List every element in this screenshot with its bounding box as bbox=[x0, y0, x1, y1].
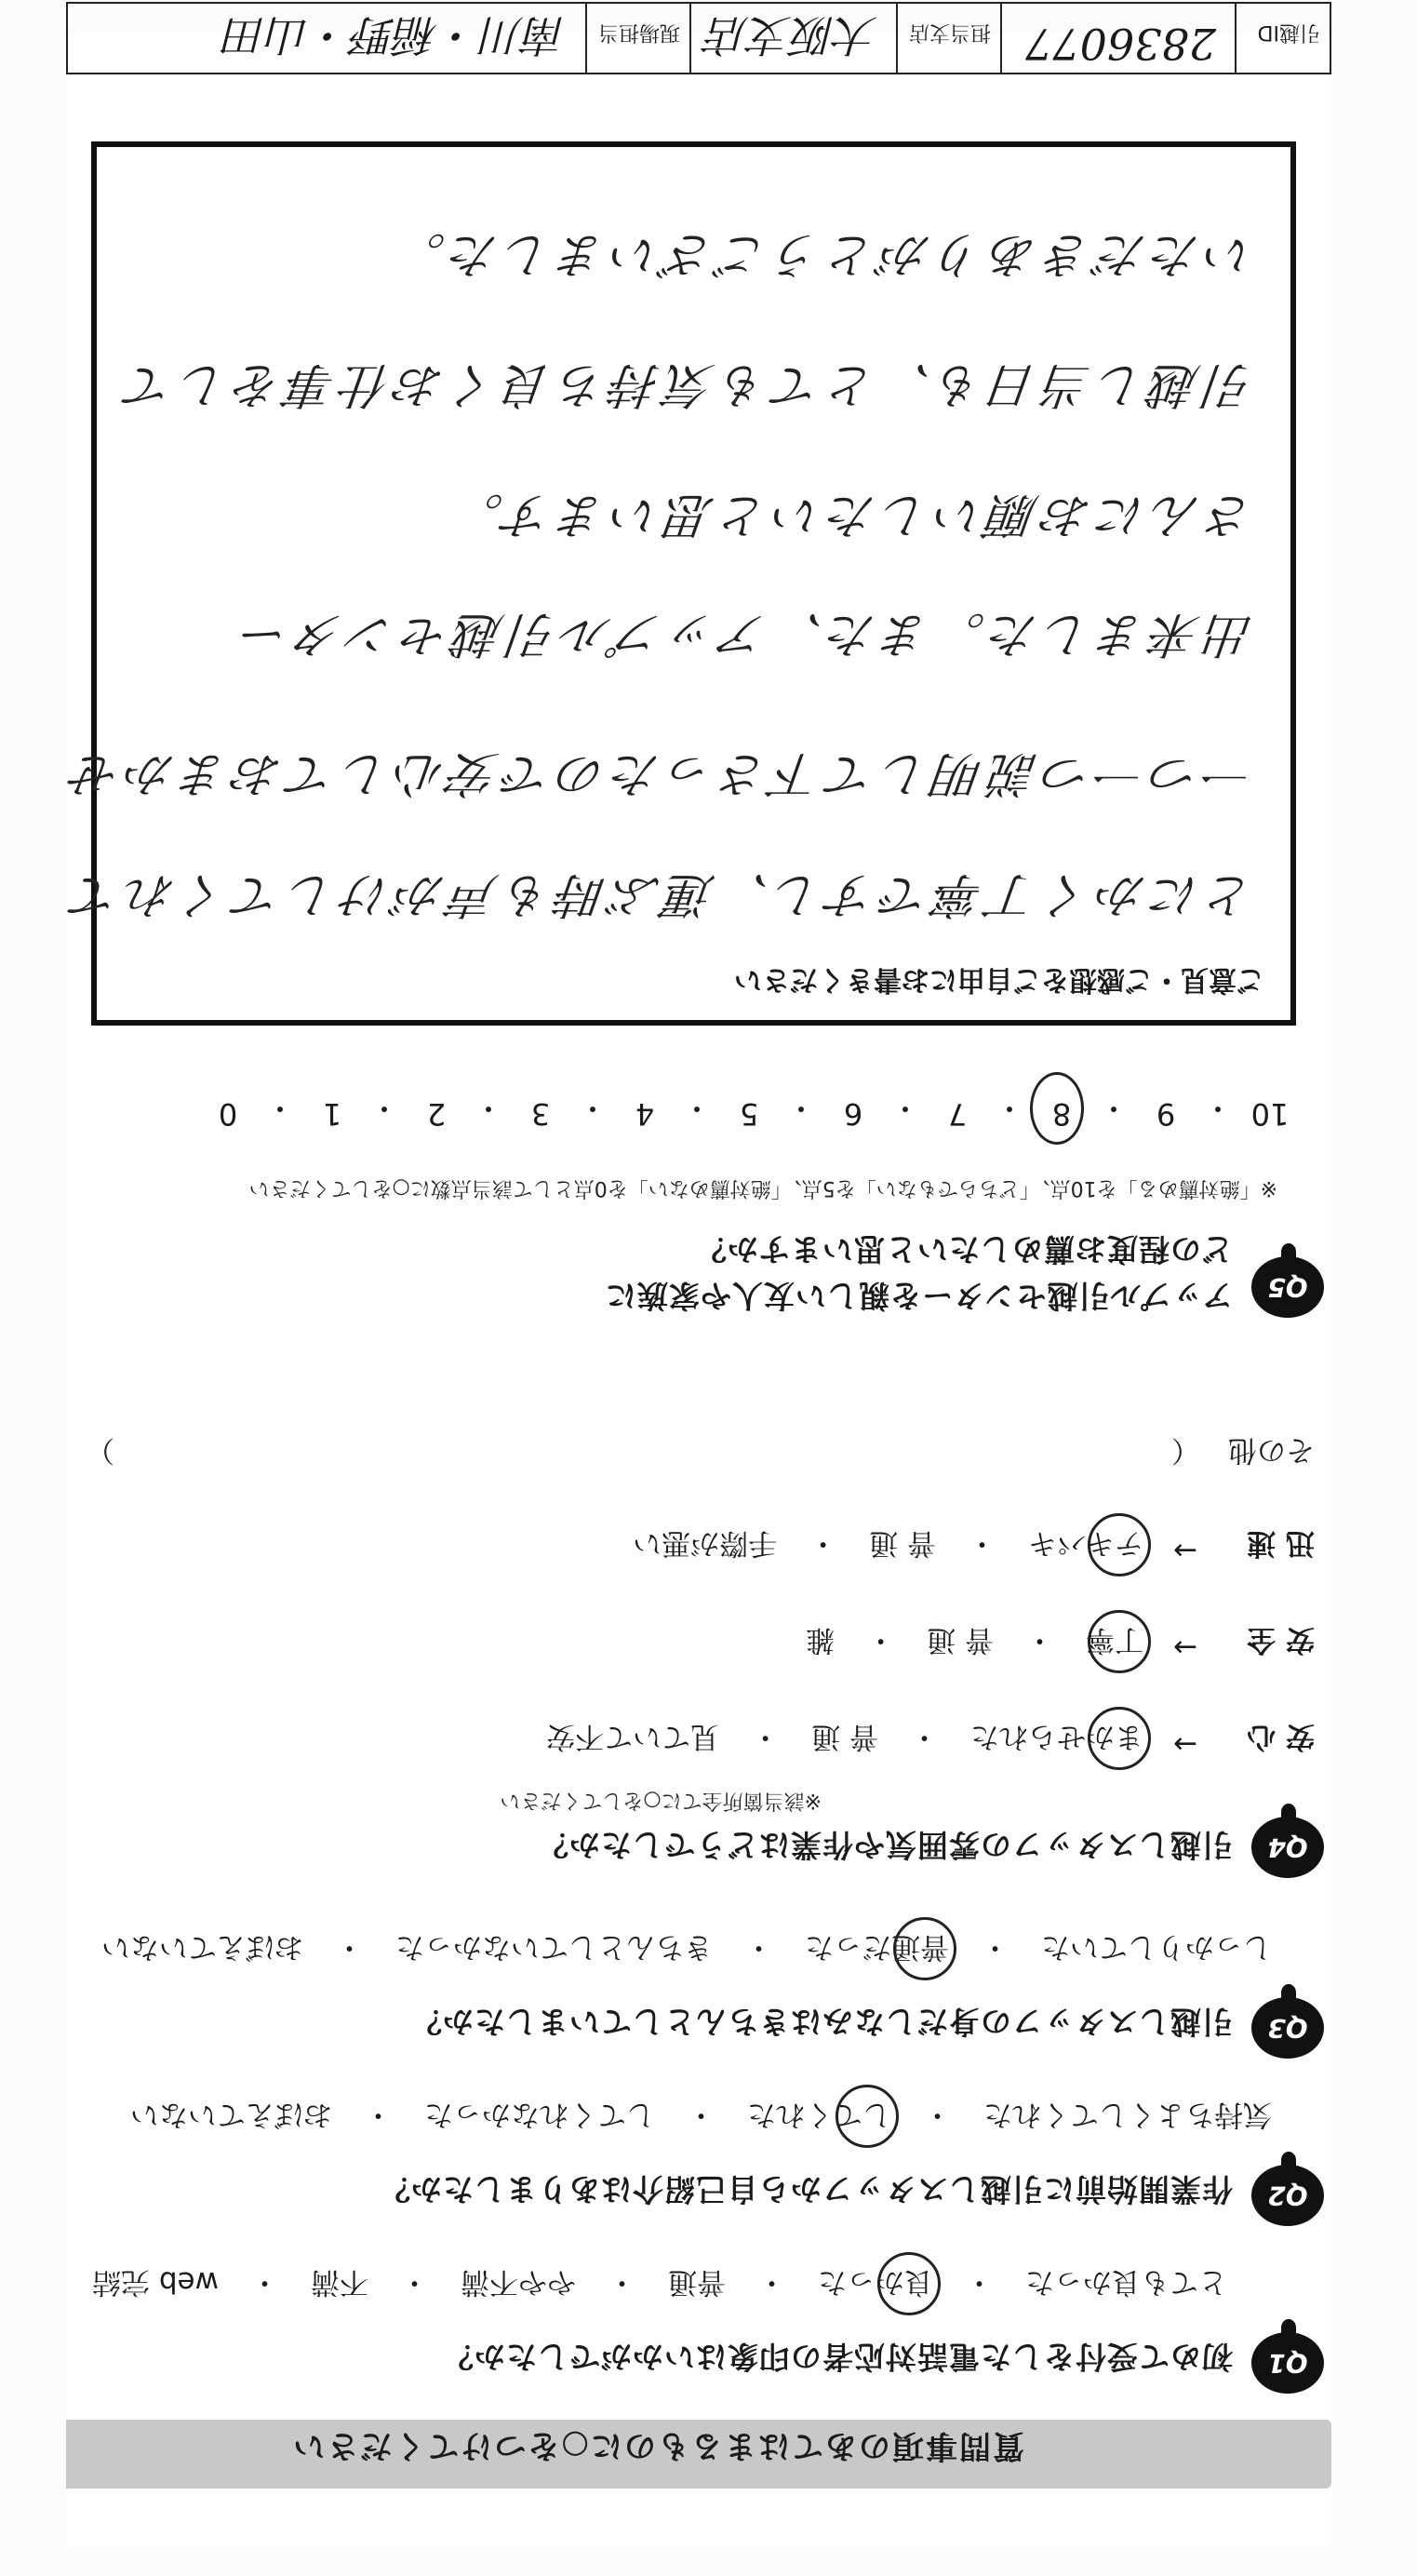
q2-option[interactable]: 気持ちよくしてくれた bbox=[983, 2098, 1272, 2131]
scale-option[interactable]: 3 bbox=[530, 1096, 551, 1132]
scale-option[interactable]: 5 bbox=[739, 1096, 759, 1132]
q4-question: 引越しスタッフの雰囲気や作業はどうでしたか？ bbox=[537, 1827, 1233, 1863]
q2-option[interactable]: おぼえていない bbox=[130, 2098, 332, 2131]
branch-value-cell bbox=[689, 4, 896, 73]
q1-options: とても良かった ・ 良かった ・ 普通 ・ やや不満 ・ 不満 ・ web 完結 bbox=[87, 2264, 1233, 2306]
staff-label: 現場担当 bbox=[597, 20, 680, 44]
q4-option[interactable]: 手際が悪い bbox=[633, 1526, 778, 1560]
q4-option-selected[interactable]: テキパキ bbox=[1023, 1525, 1149, 1567]
q5-note: ※「絶対薦める」を10点、「どちらでもない」を5点、「絶対薦めない」を0点として該当点数に○をしてください bbox=[248, 1176, 1277, 1200]
q4-option-selected[interactable]: まかせられた bbox=[965, 1719, 1149, 1761]
q2-option-selected[interactable]: してくれた bbox=[742, 2097, 897, 2139]
comment-line: いただきありがとうございました。 bbox=[387, 226, 1257, 282]
scale-option[interactable]: 9 bbox=[1156, 1096, 1176, 1132]
q5-question-line1: アップル引越センターを親しい友人や家族に bbox=[604, 1278, 1233, 1314]
q4-other: その他 （ bbox=[1171, 1432, 1315, 1474]
staff-label-cell bbox=[585, 4, 689, 73]
q4-option-selected[interactable]: 丁寧 bbox=[1080, 1622, 1149, 1664]
scale-option-selected[interactable]: 8 bbox=[1036, 1089, 1088, 1132]
scale-option[interactable]: 4 bbox=[635, 1096, 655, 1132]
move-id-label: 引越ID bbox=[1257, 20, 1320, 44]
q3-options: しっかりしていた ・ 普通だった ・ きちんとしていなかった ・ おぼえていない bbox=[96, 1929, 1277, 1971]
q4-row-jinsoku: 迅 速 → テキパキ ・ 普 通 ・ 手際が悪い bbox=[627, 1525, 1315, 1567]
q3-option[interactable]: しっかりしていた bbox=[1041, 1930, 1272, 1964]
move-id-value-cell bbox=[1000, 4, 1235, 73]
scale-option[interactable]: 7 bbox=[947, 1096, 968, 1132]
q1-option[interactable]: とても良かった bbox=[1025, 2265, 1227, 2299]
q2-option[interactable]: してくれなかった bbox=[424, 2098, 655, 2131]
comment-box[interactable] bbox=[63, 141, 1296, 1026]
q5-question-line2: どの程度お薦めしたいと思いますか？ bbox=[695, 1231, 1233, 1268]
staff-value: 南川・稲野・山田 bbox=[224, 10, 567, 60]
q5-badge: Q5 bbox=[1251, 1256, 1324, 1318]
q2-question: 作業開始前に引越しスタッフから自己紹介はありましたか？ bbox=[379, 2171, 1233, 2207]
q2-options: 気持ちよくしてくれた ・ してくれた ・ してくれなかった ・ おぼえていない bbox=[125, 2097, 1277, 2139]
scale-option[interactable]: 6 bbox=[843, 1096, 863, 1132]
q4-option[interactable]: 普 通 bbox=[869, 1526, 937, 1560]
comment-line: 引越し当日も、とても気持ち良くお仕事をして bbox=[117, 356, 1257, 412]
q4-row-anzen: 安 全 → 丁寧 ・ 普 通 ・ 雑 bbox=[800, 1622, 1315, 1664]
comment-title: ご意見・ご感想をご自由にお書きください bbox=[734, 963, 1264, 996]
q4-other-close-paren: ） bbox=[86, 1433, 114, 1467]
q1-option[interactable]: やや不満 bbox=[461, 2265, 576, 2299]
branch-label: 担当支店 bbox=[908, 20, 991, 44]
q5-scale: 10 ・ 9 ・ 8 ・ 7 ・ 6 ・ 5 ・ 4 ・ 3 ・ 2 ・ 1 ・ 0 bbox=[202, 1089, 1296, 1132]
scale-option[interactable]: 10 bbox=[1250, 1096, 1290, 1132]
q4-row-label: 迅 速 bbox=[1247, 1526, 1315, 1560]
q3-option-selected[interactable]: 普通だった bbox=[799, 1929, 955, 1971]
q1-option[interactable]: web 完結 bbox=[92, 2265, 219, 2299]
move-info-table bbox=[66, 2, 1331, 74]
q2-badge: Q2 bbox=[1251, 2165, 1324, 2226]
arrow-right-icon: → bbox=[1173, 1534, 1197, 1567]
comment-line: 出来ました。また、アップル引越センター bbox=[233, 606, 1257, 662]
q4-row-label: 安 心 bbox=[1247, 1720, 1315, 1753]
branch-label-cell bbox=[896, 4, 1000, 73]
q4-option[interactable]: 見ていて不安 bbox=[546, 1720, 720, 1753]
q1-option[interactable]: 不満 bbox=[311, 2265, 368, 2299]
scale-option[interactable]: 2 bbox=[426, 1096, 447, 1132]
arrow-right-icon: → bbox=[1173, 1727, 1197, 1761]
q4-option[interactable]: 普 通 bbox=[927, 1623, 995, 1657]
q3-option[interactable]: きちんとしていなかった bbox=[395, 1930, 713, 1964]
q4-badge: Q4 bbox=[1251, 1817, 1324, 1878]
branch-value: 大阪支店 bbox=[706, 10, 877, 60]
move-id-value: 2836077 bbox=[1025, 19, 1216, 69]
q4-option[interactable]: 普 通 bbox=[811, 1720, 879, 1753]
move-id-label-cell bbox=[1235, 4, 1330, 73]
q1-option-selected[interactable]: 良かった bbox=[812, 2264, 939, 2306]
comment-line: さんにお願いしたいと思います。 bbox=[445, 487, 1257, 543]
q4-row-anshin: 安 心 → まかせられた ・ 普 通 ・ 見ていて不安 bbox=[541, 1719, 1315, 1761]
q1-question: 初めて受付をした電話対応者の印象はいかがでしたか？ bbox=[442, 2339, 1233, 2375]
q4-note: ※該当箇所全てに○をしてください bbox=[500, 1789, 822, 1812]
q1-badge: Q1 bbox=[1251, 2332, 1324, 2394]
q3-option[interactable]: おぼえていない bbox=[101, 1930, 303, 1964]
q4-option[interactable]: 雑 bbox=[806, 1623, 835, 1657]
staff-value-cell bbox=[68, 4, 585, 73]
q4-other-label: その他 bbox=[1228, 1433, 1315, 1467]
instructions-title: 質問事項のあてはまるものに○をつけてください bbox=[291, 2427, 1024, 2464]
arrow-right-icon: → bbox=[1173, 1630, 1197, 1664]
q3-badge: Q3 bbox=[1251, 1997, 1324, 2059]
scale-option[interactable]: 0 bbox=[218, 1096, 238, 1132]
q3-question: 引越しスタッフの身だしなみはきちんとしていましたか？ bbox=[410, 2004, 1233, 2040]
instructions-banner bbox=[66, 2420, 1331, 2489]
comment-line: とにかく丁寧ですし、運ぶ時も声がけしてくれて bbox=[63, 866, 1257, 922]
q4-row-label: 安 全 bbox=[1247, 1623, 1315, 1657]
q1-option[interactable]: 普通 bbox=[668, 2265, 726, 2299]
scale-option[interactable]: 1 bbox=[322, 1096, 342, 1132]
comment-line: 一つ一つ説明して下さったので安心しておまかせ bbox=[63, 745, 1257, 801]
